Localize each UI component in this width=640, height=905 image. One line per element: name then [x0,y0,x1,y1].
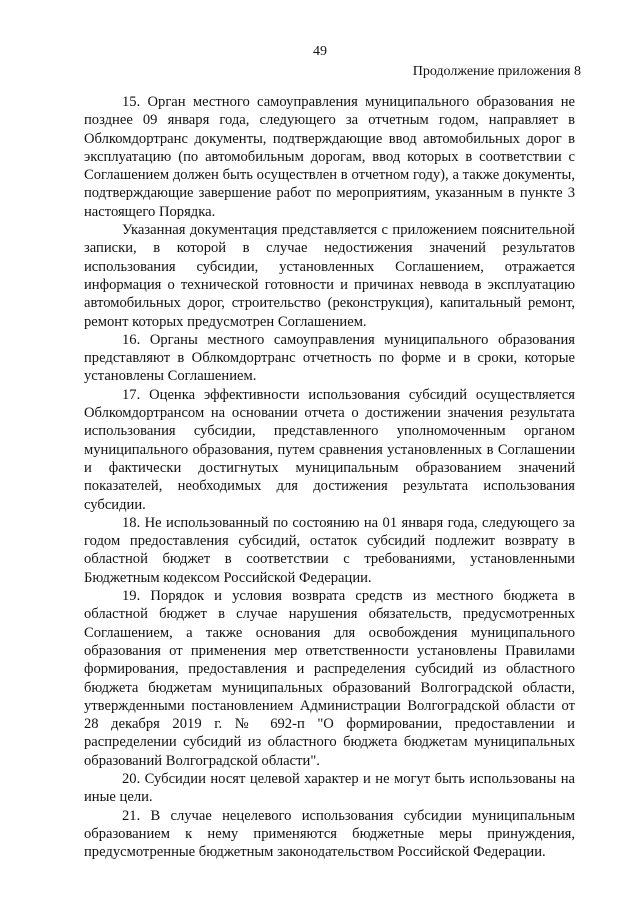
paragraph-17: 17. Оценка эффективности использования субсидий осуществляется Облкомдортрансом на основании отчета о достижении значения результата использования субсидии, представленного уполномоченным органом муниципального образования, путем сравнения установленных в Соглашении и фактически достигнутых муниципальным образованием значений показателей, необходимых для достижения результата использования субсидии. [84,386,575,513]
paragraph-19: 19. Порядок и условия возврата средств из местного бюджета в областной бюджет в случае нарушения обязательств, предусмотренных Соглашением, а также основания для освобождения муниципального образования от применения мер ответственности установлены Правилами формирования, предоставления и распределения субсидий из областного бюджета бюджетам муниципальных образований Волгоградской области, утвержденными постановлением Администрации Волгоградской области от 28 декабря 2019 г. № 692-п "О формировании, предоставлении и распределении субсидий из областного бюджета бюджетам муниципальных образований Волгоградской области". [84,588,575,769]
paragraph-15-documentation: Указанная документация представляется с приложением пояснительной записки, в которой в случае недостижения значений результатов использования субсидии, установленных Соглашением, отражается информация о технической готовности и причинах неввода в эксплуатацию автомобильных дорог, строительство (реконструкция), капитальный ремонт, ремонт которых предусмотрен Соглашением. [84,222,575,330]
paragraph-16: 16. Органы местного самоуправления муниципального образования представляют в Облкомдортранс отчетность по форме и в сроки, которые установлены Соглашением. [84,331,575,385]
page-number: 49 [313,44,327,59]
appendix-continuation-label: Продолжение приложения 8 [412,64,581,79]
paragraph-18: 18. Не использованный по состоянию на 01 января года, следующего за годом предоставления субсидий, остаток субсидий подлежит возврату в областной бюджет в соответствии с требованиями, установленными Бюджетным кодексом Российской Федерации. [84,514,575,586]
document-body [84,93,575,861]
paragraph-20: 20. Субсидии носят целевой характер и не могут быть использованы на иные цели. [84,770,575,806]
paragraph-21: 21. В случае нецелевого использования субсидии муниципальным образованием к нему применяются бюджетные меры принуждения, предусмотренные бюджетным законодательством Российской Федерации. [84,807,575,861]
paragraph-15: 15. Орган местного самоуправления муниципального образования не позднее 09 января года, следующего за отчетным годом, направляет в Облкомдортранс документы, подтверждающие ввод автомобильных дорог в эксплуатацию (по автомобильным дорогам, ввод которых в соответствии с Соглашением должен быть осуществлен в отчетном году), а также документы, подтверждающие завершение работ по мероприятиям, указанным в пункте 3 настоящего Порядка. [84,94,575,220]
